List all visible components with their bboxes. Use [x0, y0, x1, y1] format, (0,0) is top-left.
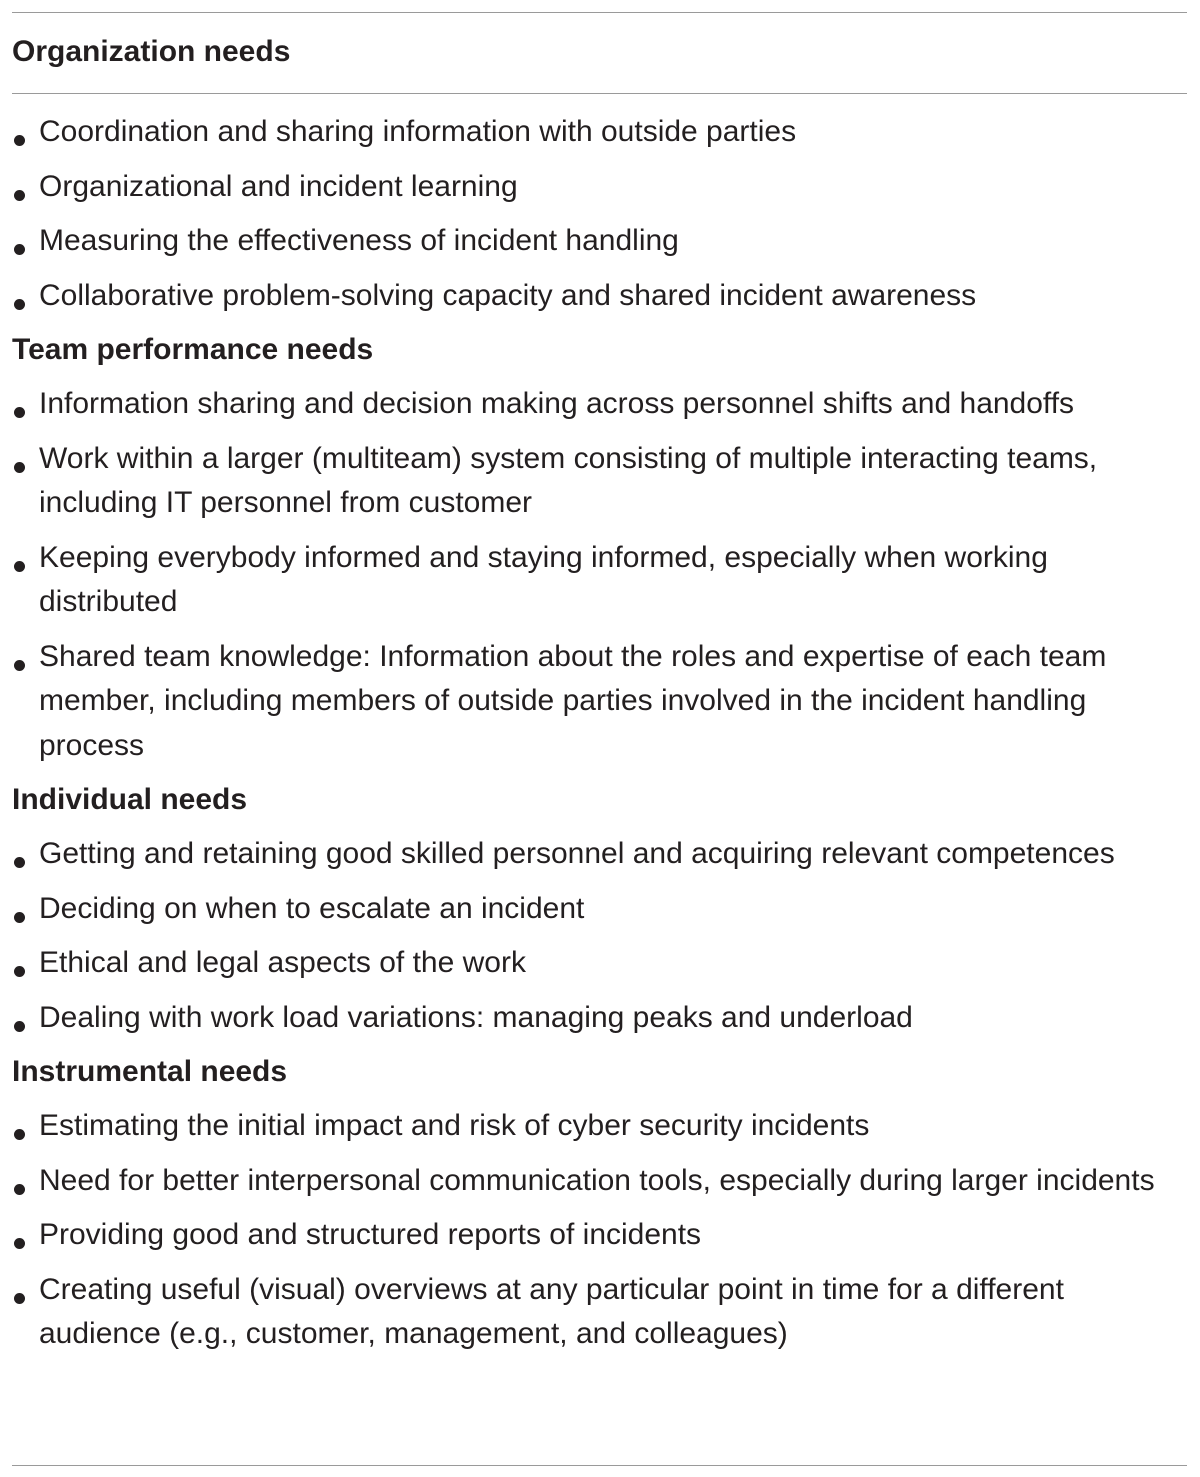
list-item: Providing good and structured reports of incidents: [12, 1213, 1192, 1258]
table-bottom-rule: [12, 1465, 1187, 1466]
list-item: Shared team knowledge: Information about the roles and expertise of each team member, including members of outside parties involved in the incident handling process: [12, 635, 1192, 769]
table-header: Organization needs: [12, 35, 291, 68]
list-item: Creating useful (visual) overviews at any particular point in time for a different audience (e.g., customer, management, and colleagues): [12, 1268, 1192, 1357]
section-title: Instrumental needs: [12, 1055, 288, 1088]
table-top-rule: [12, 12, 1187, 13]
needs-section: [12, 110, 1192, 318]
table-header-rule: [12, 93, 1187, 94]
list-item: Deciding on when to escalate an incident: [12, 887, 1192, 932]
needs-list: [12, 382, 1192, 768]
list-item: Coordination and sharing information with outside parties: [12, 110, 1192, 155]
list-item: Dealing with work load variations: managing peaks and underload: [12, 996, 1192, 1041]
needs-list: [12, 1104, 1192, 1357]
list-item: Organizational and incident learning: [12, 165, 1192, 210]
list-item: Getting and retaining good skilled personnel and acquiring relevant competences: [12, 832, 1192, 877]
section-title: Individual needs: [12, 783, 248, 816]
needs-list: [12, 110, 1192, 318]
needs-section: [12, 1050, 1192, 1357]
needs-section: [12, 778, 1192, 1040]
list-item: Ethical and legal aspects of the work: [12, 941, 1192, 986]
table-body: [12, 110, 1192, 1367]
list-item: Information sharing and decision making across personnel shifts and handoffs: [12, 382, 1192, 427]
list-item: Work within a larger (multiteam) system consisting of multiple interacting teams, including IT personnel from customer: [12, 437, 1192, 526]
list-item: Measuring the effectiveness of incident handling: [12, 219, 1192, 264]
list-item: Need for better interpersonal communication tools, especially during larger incidents: [12, 1159, 1192, 1204]
section-title: Team performance needs: [12, 333, 374, 366]
list-item: Collaborative problem-solving capacity and shared incident awareness: [12, 274, 1192, 319]
needs-list: [12, 832, 1192, 1040]
list-item: Keeping everybody informed and staying informed, especially when working distributed: [12, 536, 1192, 625]
list-item: Estimating the initial impact and risk of cyber security incidents: [12, 1104, 1192, 1149]
needs-section: [12, 328, 1192, 768]
